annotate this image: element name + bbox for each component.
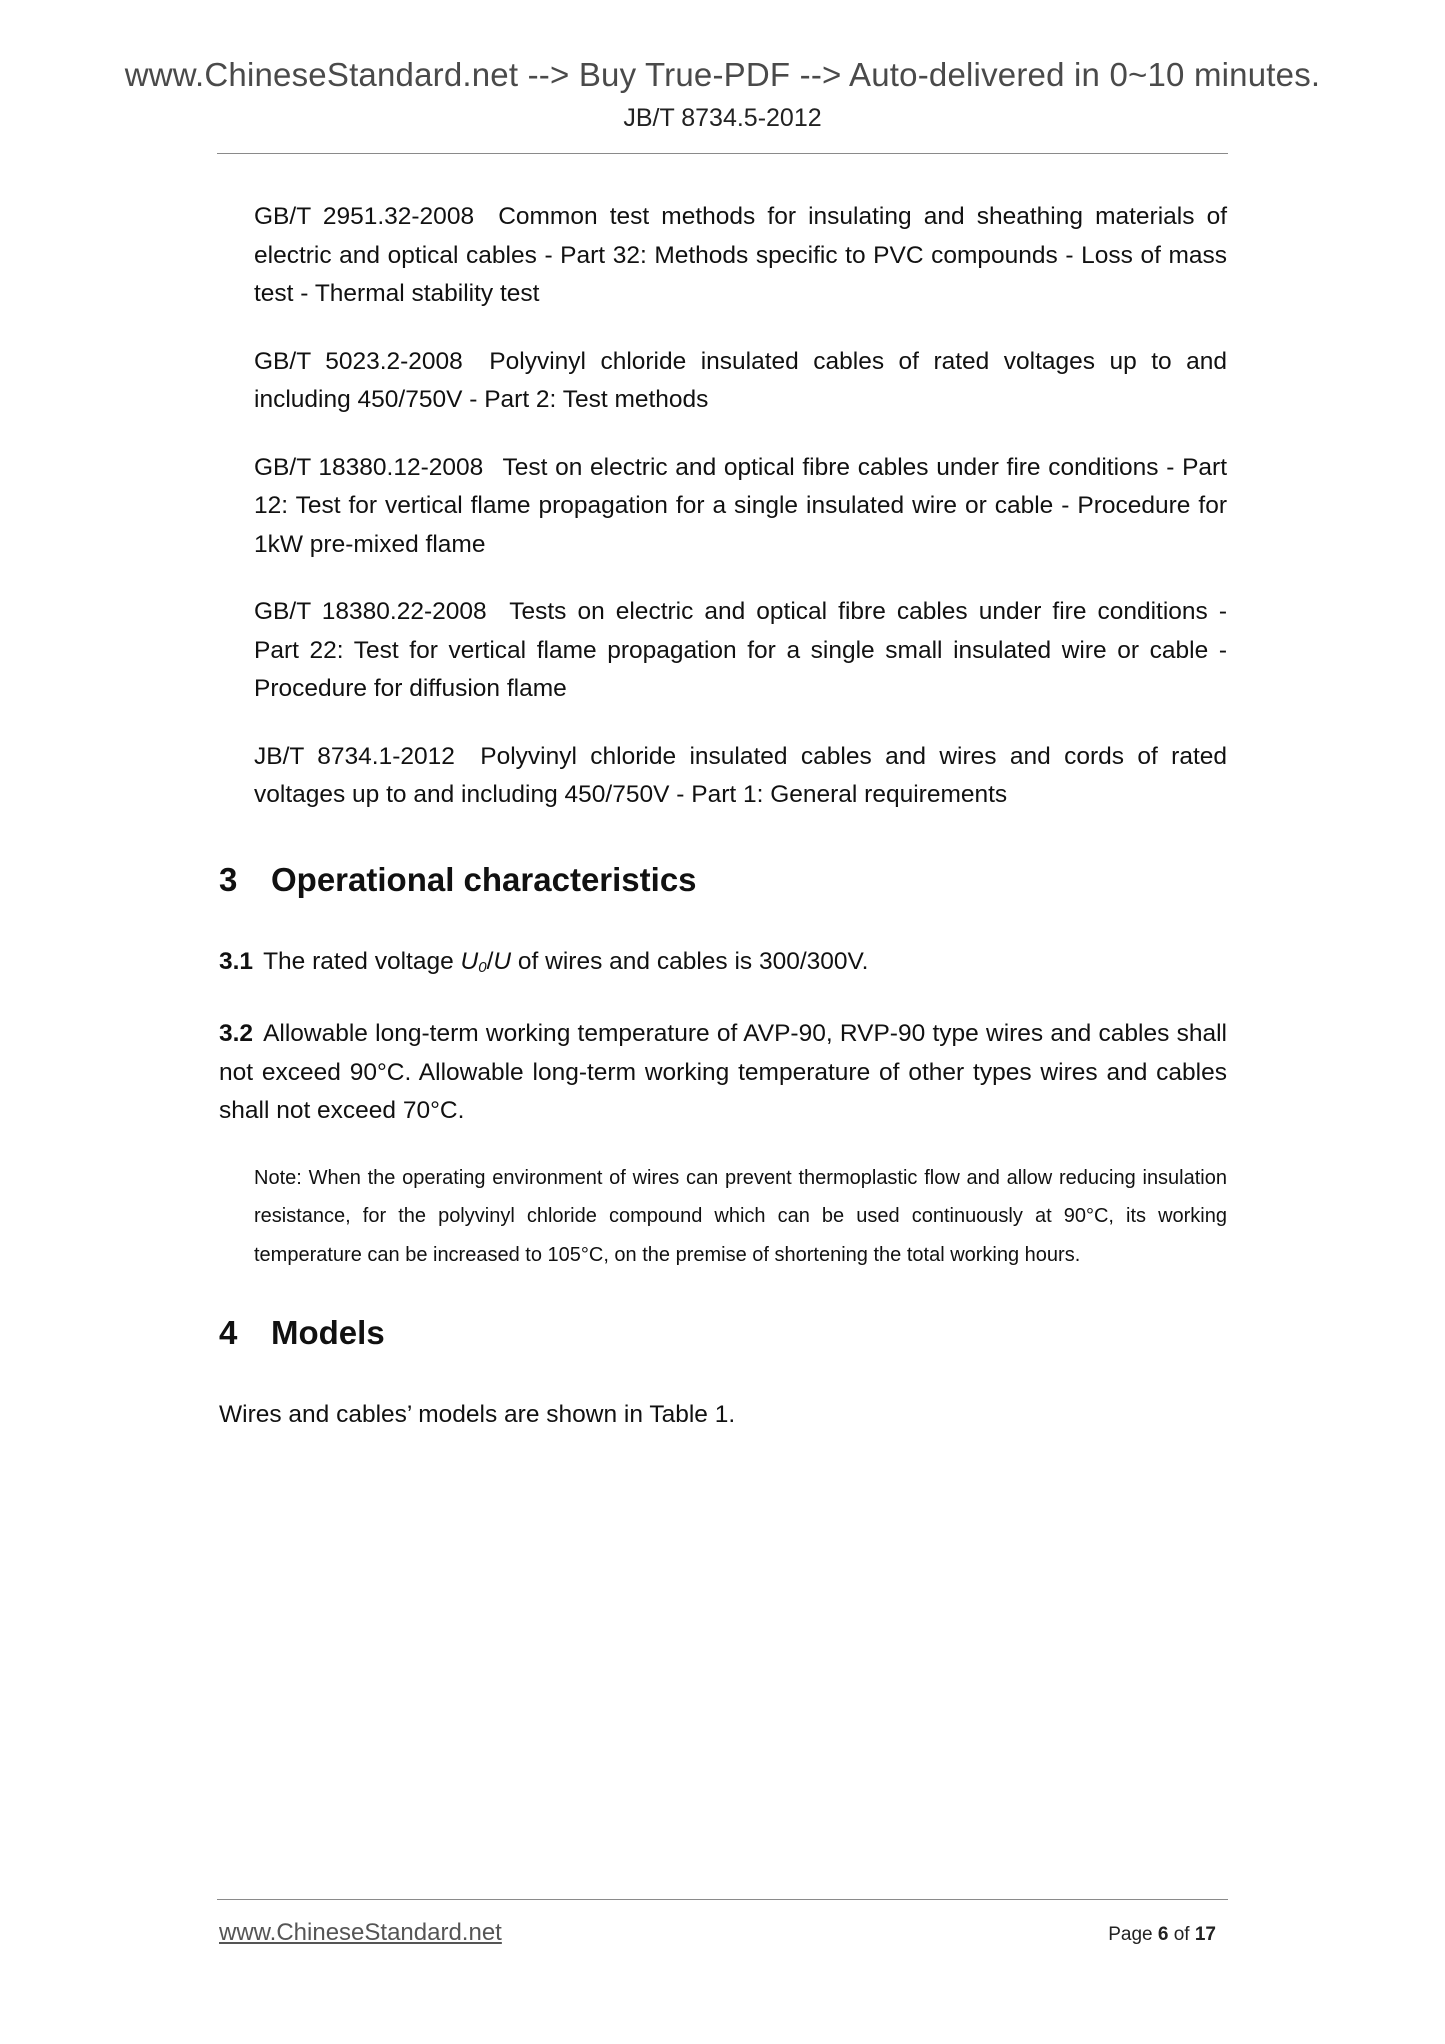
reference-item (254, 449, 1227, 565)
reference-item (254, 198, 1227, 314)
page-total: 17 (1194, 1924, 1216, 1945)
document-code: JB/T 8734.5-2012 (623, 104, 822, 132)
clause-text: Allowable long-term working temperature of AVP-90, RVP-90 type wires and cables shall not exceed 90°C. Allowable long-term working temperature of other types wires and cables shall not exceed 70°C. (219, 1020, 1227, 1124)
reference-item (254, 343, 1227, 420)
reference-code: JB/T 8734.1-2012 (254, 742, 455, 770)
section-4-heading (219, 1314, 1227, 1352)
reference-item (254, 738, 1227, 815)
reference-title: Polyvinyl chloride insulated cables and wires and cords of rated voltages up to and including 450/750V - Part 1: General requirements (254, 742, 1227, 808)
clause-number: 3.1 (219, 947, 254, 975)
reference-title: Common test methods for insulating and sheathing materials of electric and optical cables - Part 32: Methods specific to PVC compounds - Loss of mass test - Thermal stability test (254, 203, 1228, 307)
reference-item (254, 593, 1227, 709)
section-number: 4 (219, 1314, 238, 1351)
section-3-heading (219, 861, 1227, 899)
page-current: 6 (1157, 1924, 1169, 1945)
page-of: of (1173, 1924, 1190, 1945)
voltage-symbol-u0: U (460, 947, 479, 975)
voltage-slash: / (486, 947, 494, 975)
page-label: Page (1108, 1924, 1153, 1945)
voltage-subscript: 0 (478, 958, 487, 976)
reference-title: Tests on electric and optical fibre cables under fire conditions - Part 22: Test for vertical flame propagation for a single small insulated wire or cable - Procedure for diffusion flame (254, 598, 1227, 702)
header-divider (217, 153, 1228, 154)
page-content (219, 198, 1227, 1463)
reference-code: GB/T 2951.32-2008 (254, 203, 475, 230)
normative-references-list (254, 198, 1227, 815)
clause-note: Note: When the operating environment of wires can prevent thermoplastic flow and allow reducing insulation resistance, for the polyvinyl chloride compound which can be used continuously at 90°C, its working temperature can be increased to 105°C, on the premise of shortening the total working hours. (254, 1166, 1227, 1266)
reference-title: Test on electric and optical fibre cables under fire conditions - Part 12: Test for vertical flame propagation for a single insulated wire or cable - Procedure for 1kW pre-mixed flame (254, 453, 1227, 558)
clause-3-1 (219, 943, 1227, 988)
reference-title: Polyvinyl chloride insulated cables of rated voltages up to and including 450/750V - Part 2: Test methods (254, 347, 1228, 413)
clause-text-end: of wires and cables is 300/300V. (511, 947, 869, 975)
section-title: Operational characteristics (271, 860, 697, 898)
clause-number: 3.2 (219, 1020, 254, 1047)
clause-text: The rated voltage (263, 947, 461, 975)
reference-code: GB/T 18380.22-2008 (254, 598, 487, 625)
voltage-symbol-u: U (493, 947, 512, 975)
reference-code: GB/T 18380.12-2008 (254, 453, 484, 481)
reference-code: GB/T 5023.2-2008 (254, 347, 463, 375)
section-4-text: Wires and cables’ models are shown in Table 1. (219, 1401, 736, 1428)
top-banner: www.ChineseStandard.net --> Buy True-PDF --> Auto-delivered in 0~10 minutes. (124, 56, 1321, 93)
page-number (1108, 1924, 1216, 1946)
section-number: 3 (219, 860, 238, 898)
footer-website-link[interactable]: www.ChineseStandard.net (219, 1919, 502, 1946)
footer-divider (217, 1899, 1228, 1900)
clause-3-2 (219, 1015, 1227, 1131)
section-title: Models (271, 1314, 385, 1351)
